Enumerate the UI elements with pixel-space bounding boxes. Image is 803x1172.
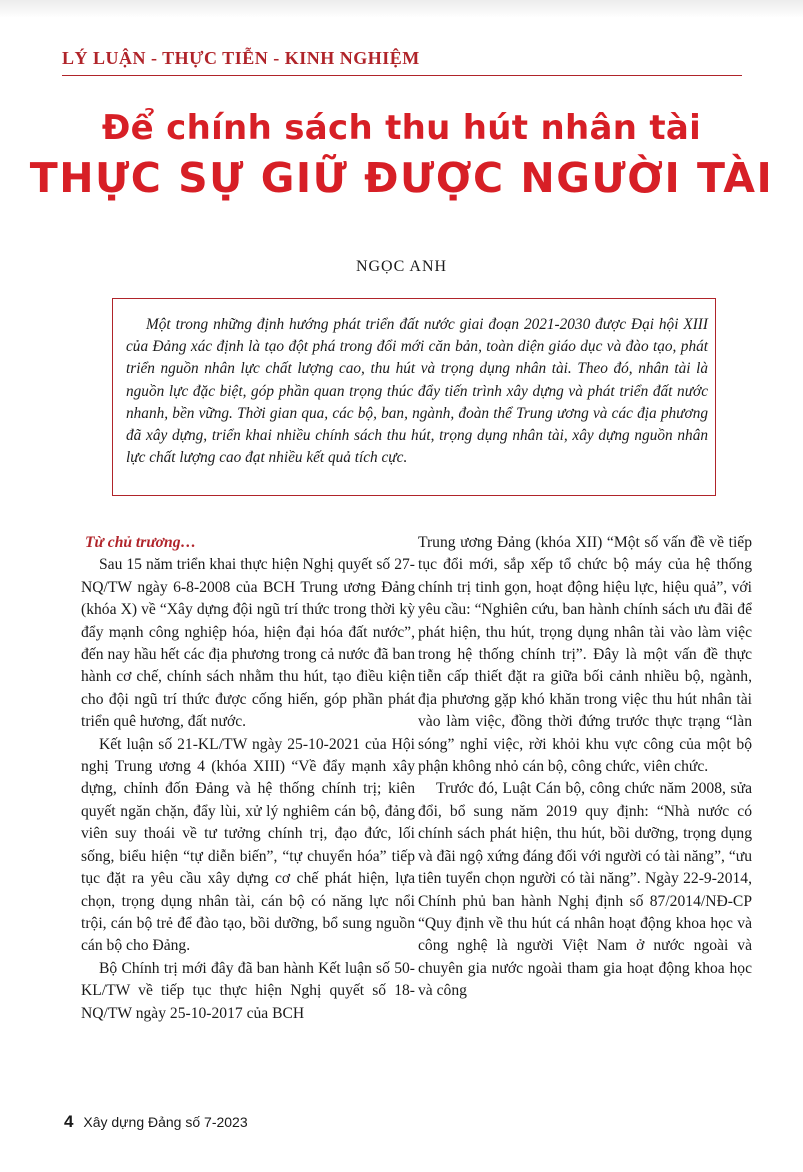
paragraph: Trước đó, Luật Cán bộ, công chức năm 2008, sửa đổi, bổ sung năm 2019 quy định: “Nhà nước có chính sách phát hiện, thu hút, bồi dưỡng, trọng dụng và đãi ngộ xứng đáng đối với người có tài năng”, “ưu tiên tuyển chọn người có tài năng”. Ngày 22-9-2014, Chính phủ ban hành Nghị định số 87/2014/NĐ-CP “Quy định về thu hút cá nhân hoạt động khoa học và công nghệ là người Việt Nam ở nước ngoài và chuyên gia nước ngoài tham gia hoạt động khoa học và công — [418, 780, 752, 1000]
article-title-line2: THỰC SỰ GIỮ ĐƯỢC NGƯỜI TÀI — [29, 154, 774, 202]
article-title-line1: Để chính sách thu hút nhân tài — [101, 108, 702, 148]
publication-name: Xây dựng Đảng số 7-2023 — [83, 1114, 248, 1130]
left-column — [81, 532, 415, 1025]
subheading: Từ chủ trương… — [85, 534, 197, 551]
paragraph: Sau 15 năm triển khai thực hiện Nghị quyết số 27-NQ/TW ngày 6-8-2008 của BCH Trung ương Đảng (khóa X) về “Xây dựng đội ngũ trí thức trong thời kỳ đẩy mạnh công nghiệp hóa, hiện đại hóa đất nước”, đến nay hầu hết các địa phương trong cả nước đã ban hành cơ chế, chính sách nhằm thu hút, tạo điều kiện cho đội ngũ trí thức được cống hiến, góp phần phát triển quê hương, đất nước. — [81, 556, 415, 731]
article-abstract: Một trong những định hướng phát triển đất nước giai đoạn 2021-2030 được Đại hội XIII của Đảng xác định là tạo đột phá trong đổi mới căn bản, toàn diện giáo dục và đào tạo, phát triển nguồn nhân lực chất lượng cao, thu hút và trọng dụng nhân tài. Theo đó, nhân tài là nguồn lực đặc biệt, góp phần quan trọng thúc đẩy tiến trình xây dựng và phát triển đất nước nhanh, bền vững. Thời gian qua, các bộ, ban, ngành, đoàn thể Trung ương và các địa phương đã xây dựng, triển khai nhiều chính sách thu hút, trọng dụng nhân tài, xây dựng nguồn nhân lực chất lượng cao đạt nhiều kết quả tích cực. — [126, 316, 708, 467]
page-top-edge — [0, 0, 803, 18]
right-column — [418, 532, 752, 1003]
page-number: 4 — [64, 1112, 74, 1131]
section-divider — [62, 75, 742, 76]
page-footer — [64, 1112, 248, 1132]
article-author: NGỌC ANH — [355, 258, 448, 275]
paragraph: Trung ương Đảng (khóa XII) “Một số vấn đề về tiếp tục đổi mới, sắp xếp tổ chức bộ máy của hệ thống chính trị tinh gọn, hoạt động hiệu lực, hiệu quả”, với yêu cầu: “Nghiên cứu, ban hành chính sách ưu đãi để phát hiện, thu hút, trọng dụng nhân tài vào làm việc trong hệ thống chính trị”. Đây là một vấn đề thực tiễn cấp thiết đặt ra giữa bối cảnh nhiều bộ, ngành, địa phương gặp khó khăn trong việc thu hút nhân tài vào làm việc, đồng thời đứng trước thực trạng “làn sóng” nghỉ việc, rời khỏi khu vực công của một bộ phận không nhỏ cán bộ, công chức, viên chức. — [418, 534, 752, 776]
paragraph: Kết luận số 21-KL/TW ngày 25-10-2021 của Hội nghị Trung ương 4 (khóa XIII) “Về đẩy mạnh xây dựng, chỉnh đốn Đảng và hệ thống chính trị; kiên quyết ngăn chặn, đẩy lùi, xử lý nghiêm cán bộ, đảng viên suy thoái về tư tưởng chính trị, đạo đức, lối sống, biểu hiện “tự diễn biến”, “tự chuyển hóa” tiếp tục đặt ra yêu cầu xây dựng cơ chế phát hiện, lựa chọn, trọng dụng nhân tài, cán bộ có năng lực nổi trội, cán bộ trẻ để đào tạo, bồi dưỡng, bổ sung nguồn cán bộ cho Đảng. — [81, 735, 415, 955]
paragraph: Bộ Chính trị mới đây đã ban hành Kết luận số 50-KL/TW về tiếp tục thực hiện Nghị quyết số 18-NQ/TW ngày 25-10-2017 của BCH — [81, 959, 415, 1022]
section-label: LÝ LUẬN - THỰC TIỄN - KINH NGHIỆM — [62, 48, 420, 68]
